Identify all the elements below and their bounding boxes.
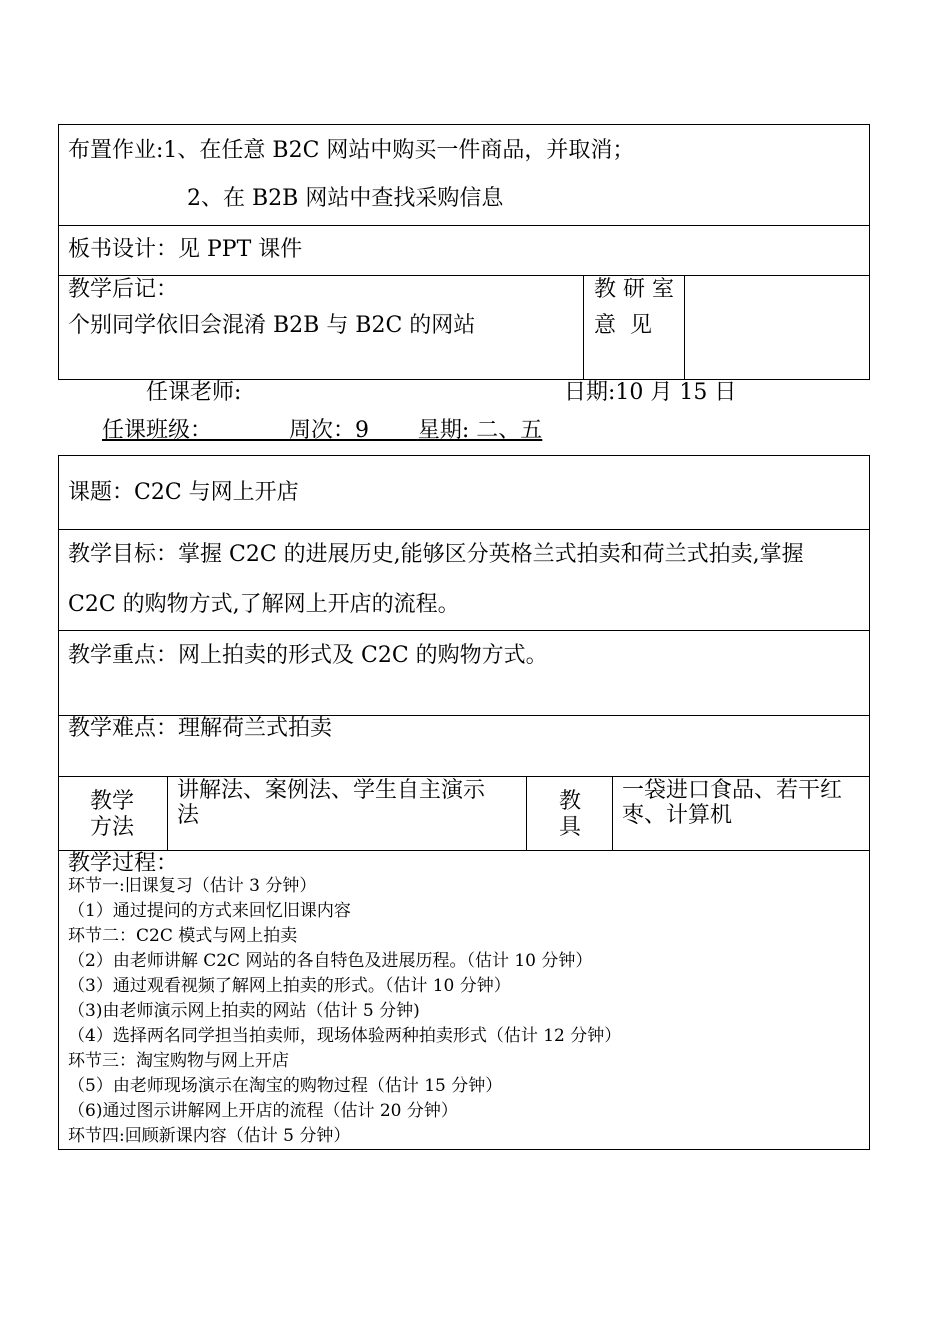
list-item: 环节四:回顾新课内容（估计 5 分钟） (68, 1126, 351, 1146)
homework-line-2: 2、在 B2B 网站中查找采购信息 (187, 186, 504, 211)
list-item: 环节一:旧课复习（估计 3 分钟） (68, 876, 317, 896)
board-design: 板书设计：见 PPT 课件 (68, 237, 303, 262)
objective-line-2: C2C 的购物方式,了解网上开店的流程。 (68, 592, 460, 617)
difficulty: 教学难点：理解荷兰式拍卖 (68, 716, 333, 741)
tools-label-1: 教 (559, 789, 582, 814)
class-week-line (102, 417, 542, 445)
reflection-text: 个别同学依旧会混淆 B2B 与 B2C 的网站 (68, 313, 476, 338)
process-list (68, 874, 621, 1149)
list-item: （3)由老师演示网上拍卖的网站（估计 5 分钟) (68, 1001, 420, 1021)
process-title: 教学过程： (68, 851, 179, 876)
list-item: （6)通过图示讲解网上开店的流程（估计 20 分钟） (68, 1101, 458, 1121)
office-opinion-label-2: 意 见 (594, 313, 652, 338)
list-item: 环节三：淘宝购物与网上开店 (68, 1051, 289, 1071)
list-item: （4）选择两名同学担当拍卖师，现场体验两种拍卖形式（估计 12 分钟） (68, 1026, 622, 1046)
list-item: 环节二：C2C 模式与网上拍卖 (68, 926, 298, 946)
lesson-topic: 课题：C2C 与网上开店 (68, 480, 299, 505)
teacher-label: 任课老师: (146, 380, 242, 405)
list-item: （5）由老师现场演示在淘宝的购物过程（估计 15 分钟） (68, 1076, 503, 1096)
list-item: （3）通过观看视频了解网上拍卖的形式。（估计 10 分钟） (68, 976, 511, 996)
homework-line-1: 布置作业:1、在任意 B2C 网站中购买一件商品，并取消； (68, 138, 635, 163)
method-text-1: 讲解法、案例法、学生自主演示 (177, 778, 486, 803)
office-opinion-label-1: 教 研 室 (594, 277, 674, 302)
tools-text-2: 枣、计算机 (622, 803, 733, 828)
week-label: 周次：9 (288, 418, 369, 443)
date-label: 日期:10 月 15 日 (564, 380, 737, 405)
objective-line-1: 教学目标：掌握 C2C 的进展历史,能够区分英格兰式拍卖和荷兰式拍卖,掌握 (68, 542, 804, 567)
list-item: （2）由老师讲解 C2C 网站的各自特色及进展历程。（估计 10 分钟） (68, 951, 593, 971)
class-label: 任课班级： (102, 418, 213, 443)
list-item: （1）通过提问的方式来回忆旧课内容 (68, 901, 351, 921)
reflection-label: 教学后记： (68, 277, 179, 302)
method-label-1: 教学 (90, 789, 135, 814)
method-text-2: 法 (177, 803, 200, 828)
weekday-label: 星期: 二、五 (417, 418, 543, 443)
key-point: 教学重点：网上拍卖的形式及 C2C 的购物方式。 (68, 643, 548, 668)
tools-text-1: 一袋进口食品、若干红 (622, 778, 843, 803)
method-label-2: 方法 (90, 815, 135, 840)
tools-label-2: 具 (559, 815, 582, 840)
